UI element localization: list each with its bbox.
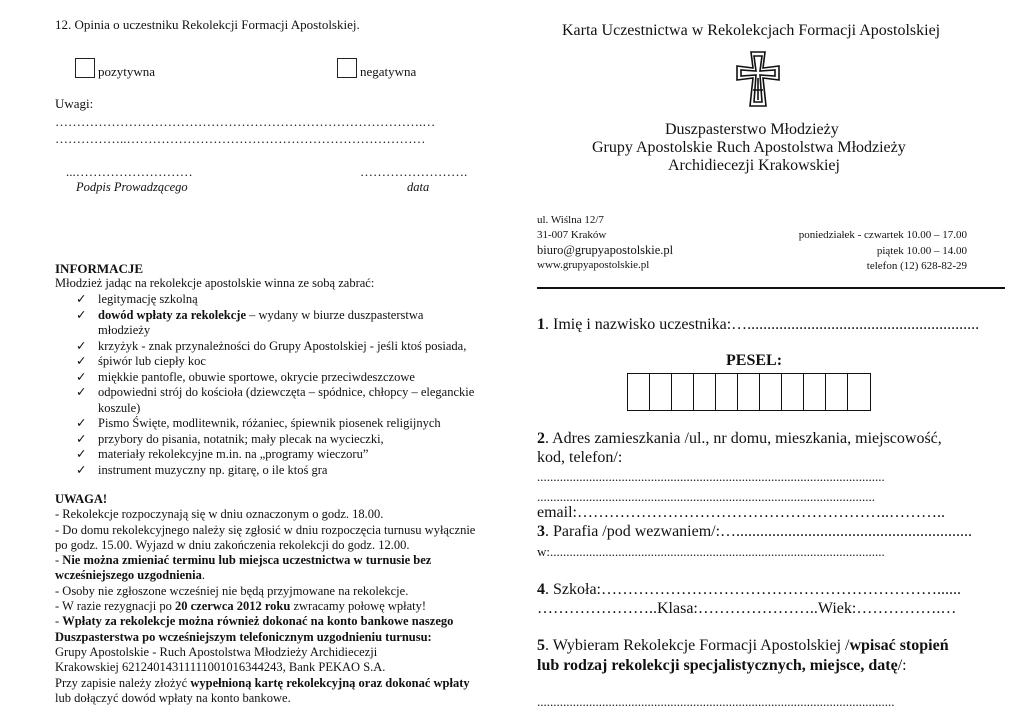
checklist-item: ✓ materiały rekolekcyjne m.in. na „programy wieczoru” xyxy=(76,447,369,461)
check-icon: ✓ xyxy=(76,307,87,322)
checklist-item: ✓ dowód wpłaty za rekolekcje – wydany w biurze duszpasterstwa młodzieży xyxy=(76,307,424,337)
q2-address-label: 2. Adres zamieszkania /ul., nr domu, mieszkania, miejscowość, xyxy=(537,430,942,447)
q2-address-line-2[interactable]: ........................................................................................................ xyxy=(537,489,875,504)
q5-retreat-label-2: lub rodzaj rekolekcji specjalistycznych, miejsce, datę/: xyxy=(537,657,907,674)
q2-address-line-1[interactable]: ........................................................................................................... xyxy=(537,469,885,484)
pesel-cell[interactable] xyxy=(694,374,716,410)
checklist-item: ✓ legitymację szkolną xyxy=(76,292,198,306)
pesel-cell[interactable] xyxy=(826,374,848,410)
warning-line: - Do domu rekolekcyjnego należy się zgłosić w dniu rozpoczęcia turnusu wyłącznie xyxy=(55,522,476,537)
address-street: ul. Wiślna 12/7 xyxy=(537,214,604,226)
check-icon: ✓ xyxy=(76,431,87,446)
check-icon: ✓ xyxy=(76,447,87,461)
pesel-cell[interactable] xyxy=(804,374,826,410)
pesel-grid[interactable] xyxy=(627,373,871,411)
opinion-title: 12. Opinia o uczestniku Rekolekcji Formacji Apostolskiej. xyxy=(55,17,360,32)
remarks-line-2[interactable]: ……………..…………………………………………………………… xyxy=(55,131,426,146)
remarks-label: Uwagi: xyxy=(55,96,94,111)
pesel-cell[interactable] xyxy=(760,374,782,410)
checklist-item: ✓ odpowiedni strój do kościoła (dziewczęta – spódnice, chłopcy – eleganckie koszule) xyxy=(76,385,475,415)
warning-line: wcześniejszego uzgodnienia. xyxy=(55,568,205,583)
warning-section xyxy=(55,492,525,706)
date-label: data xyxy=(407,180,430,194)
checklist-item: ✓ przybory do pisania, notatnik; mały plecak na wycieczki, xyxy=(76,431,384,446)
check-icon: ✓ xyxy=(76,338,87,353)
pesel-cell[interactable] xyxy=(716,374,738,410)
signature-dots[interactable]: ...……………………… xyxy=(66,164,193,179)
date-dots[interactable]: ……………………. xyxy=(360,164,468,179)
check-icon: ✓ xyxy=(76,292,87,306)
checklist-item: ✓ miękkie pantofle, obuwie sportowe, okrycie przeciwdeszczowe xyxy=(76,369,415,384)
warning-line: - Wpłaty za rekolekcje można również dokonać na konto bankowe naszego xyxy=(55,614,454,629)
check-icon: ✓ xyxy=(76,385,87,399)
org-line-3: Archidiecezji Krakowskiej xyxy=(668,157,840,174)
checklist-item: ✓ śpiwór lub ciepły koc xyxy=(76,354,206,368)
org-line-1: Duszpasterstwo Młodzieży xyxy=(665,121,839,138)
packing-checklist xyxy=(76,292,516,478)
q2-email-field[interactable]: email:…………………………………………………..……….. xyxy=(537,504,945,521)
q2-address-label-2: kod, telefon/: xyxy=(537,449,623,466)
pesel-label: PESEL: xyxy=(726,352,783,369)
checklist-item: ✓ Pismo Święte, modlitewnik, różaniec, śpiewnik piosenek religijnych xyxy=(76,416,441,430)
check-icon: ✓ xyxy=(76,354,87,368)
warning-line: Duszpasterstwa po wcześniejszym telefonicznym uzgodnieniu turnusu: xyxy=(55,629,432,644)
address-city: 31-007 Kraków xyxy=(537,229,607,241)
positive-checkbox[interactable] xyxy=(75,58,95,78)
bank-account-line: Krakowskiej 62124014311111001016344243, Bank PEKAO S.A. xyxy=(55,660,386,675)
checklist-item: ✓ instrument muzyczny np. gitarę, o ile ktoś gra xyxy=(76,462,328,477)
pesel-cell[interactable] xyxy=(672,374,694,410)
warning-line: Grupy Apostolskie - Ruch Apostolstwa Młodzieży Archidiecezji xyxy=(55,644,378,659)
warning-line: - Nie można zmieniać terminu lub miejsca uczestnictwa w turnusie bez xyxy=(55,553,432,568)
q3-location-field[interactable]: w:....................................................................................................... xyxy=(537,544,885,559)
pesel-cell[interactable] xyxy=(848,374,870,410)
warning-line: lub dołączyć dowód wpłaty na konto bankowe. xyxy=(55,690,291,705)
q5-retreat-line[interactable]: .............................................................................................................. xyxy=(537,694,895,709)
positive-label: pozytywna xyxy=(98,64,156,79)
check-icon: ✓ xyxy=(76,416,87,430)
warning-line: po godz. 15.00. Wyjazd w dniu zakończenia rekolekcji do godz. 12.00. xyxy=(55,537,410,552)
pesel-cell[interactable] xyxy=(650,374,672,410)
pesel-cell[interactable] xyxy=(782,374,804,410)
warning-line: - W razie rezygnacji po 20 czerwca 2012 roku zwracamy połowę wpłaty! xyxy=(55,599,427,614)
org-line-2: Grupy Apostolskie Ruch Apostolstwa Młodzieży xyxy=(592,139,906,156)
remarks-line-1[interactable]: ………………………………………………………………………….… xyxy=(55,114,436,129)
negative-label: negatywna xyxy=(360,64,417,79)
website-link[interactable]: www.grupyapostolskie.pl xyxy=(537,259,650,271)
hours-weekdays: poniedziałek - czwartek 10.00 – 17.00 xyxy=(798,229,967,241)
checklist-item: ✓ krzyżyk - znak przynależności do Grupy Apostolskiej - jeśli ktoś posiada, xyxy=(76,338,467,353)
q5-retreat-label: 5. Wybieram Rekolekcje Formacji Apostolskiej /wpisać stopień xyxy=(537,637,949,654)
card-title: Karta Uczestnictwa w Rekolekcjach Formacji Apostolskiej xyxy=(562,22,941,39)
email-link[interactable]: biuro@grupyapostolskie.pl xyxy=(537,243,674,257)
pesel-cell[interactable] xyxy=(738,374,760,410)
q4-class-age-field[interactable]: …………………..Klasa:…………………..Wiek:…………….… xyxy=(537,600,957,617)
warning-line: - Osoby nie zgłoszone wcześniej nie będą przyjmowane na rekolekcje. xyxy=(55,583,409,598)
hours-friday: piątek 10.00 – 14.00 xyxy=(876,245,967,257)
negative-checkbox[interactable] xyxy=(337,58,357,78)
check-icon: ✓ xyxy=(76,462,87,477)
q4-school-field[interactable]: 4. Szkoła:………………………………………………………...... xyxy=(537,581,961,598)
q1-name-field[interactable]: 1. Imię i nazwisko uczestnika:….......................................................... xyxy=(537,316,980,333)
warning-line: - Rekolekcje rozpoczynają się w dniu oznaczonym o godz. 18.00. xyxy=(55,507,384,522)
q3-parish-field[interactable]: 3. Parafia /pod wezwaniem/:…........................................................... xyxy=(537,523,973,540)
pesel-cell[interactable] xyxy=(628,374,650,410)
warning-line: Przy zapisie należy złożyć wypełnioną kartę rekolekcyjną oraz dokonać wpłaty xyxy=(55,675,470,690)
warning-title: UWAGA! xyxy=(55,492,108,506)
info-title: INFORMACJE xyxy=(55,261,144,276)
check-icon: ✓ xyxy=(76,369,87,384)
phone-number: telefon (12) 628-82-29 xyxy=(866,260,967,272)
signature-label: Podpis Prowadzącego xyxy=(76,180,188,194)
header-divider xyxy=(537,287,1005,289)
info-intro: Młodzież jadąc na rekolekcje apostolskie winna ze sobą zabrać: xyxy=(55,276,375,290)
cross-logo-icon xyxy=(733,50,783,108)
